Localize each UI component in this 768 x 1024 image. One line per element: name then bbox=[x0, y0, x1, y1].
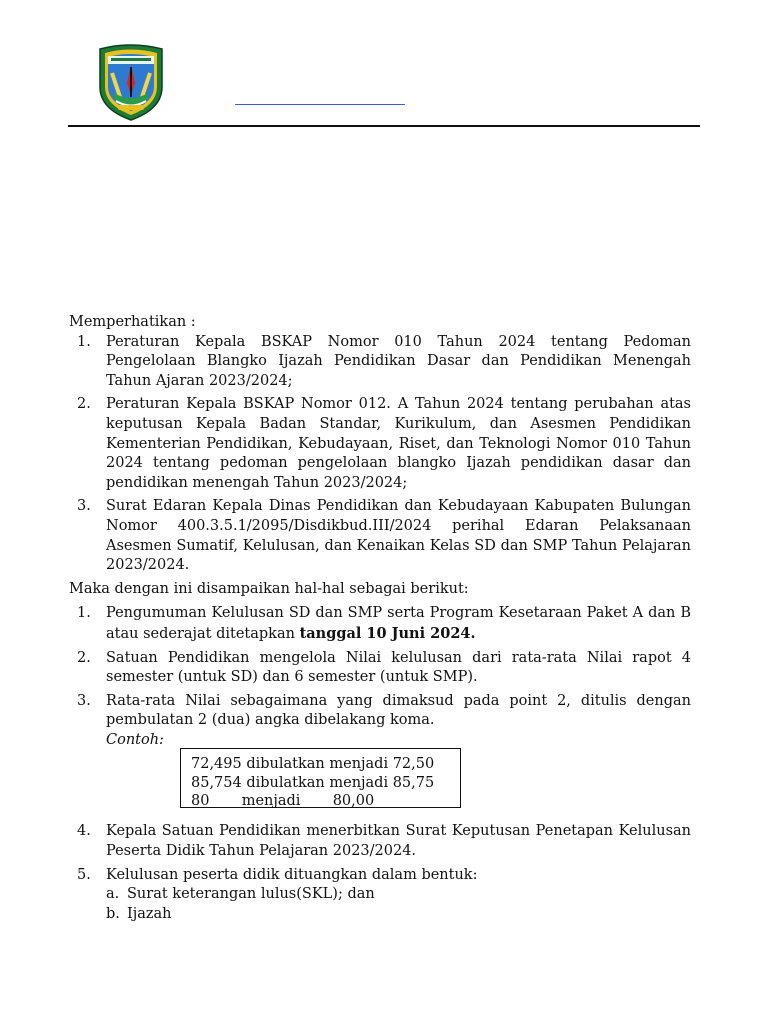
list-item bbox=[69, 649, 691, 688]
item-number: 1. bbox=[77, 605, 91, 622]
header-underline bbox=[235, 104, 405, 105]
list-item bbox=[69, 395, 691, 493]
example-row: 85,754 dibulatkan menjadi 85,75 bbox=[191, 774, 435, 791]
considering-list bbox=[69, 333, 691, 576]
item-text: Peraturan Kepala BSKAP Nomor 010 Tahun 2024 tentang Pedoman Pengelolaan Blangko Ijazah Pendidikan Dasar dan Pendidikan Menengah Tahun Ajaran 2023/2024; bbox=[106, 333, 691, 389]
example-label: Contoh: bbox=[106, 731, 164, 748]
item-text: Rata-rata Nilai sebagaimana yang dimaksud pada point 2, ditulis dengan pembulatan 2 (dua) angka dibelakang koma. bbox=[106, 692, 691, 729]
list-item bbox=[69, 822, 691, 861]
sub-list-item bbox=[106, 905, 691, 925]
list-item bbox=[69, 692, 691, 751]
list-item bbox=[69, 866, 691, 925]
regency-logo bbox=[96, 43, 166, 121]
item-number: 5. bbox=[77, 866, 91, 883]
example-row: 80 menjadi 80,00 bbox=[191, 793, 375, 809]
sub-item-text: Surat keterangan lulus(SKL); dan bbox=[127, 886, 375, 903]
item-text: Satuan Pendidikan mengelola Nilai kelulusan dari rata-rata Nilai rapot 4 semester (untuk SD) dan 6 semester (untuk SMP). bbox=[106, 649, 691, 686]
announcement-label: Maka dengan ini disampaikan hal-hal sebagai berikut: bbox=[69, 580, 469, 597]
item-number: 2. bbox=[77, 396, 91, 413]
item-text: Kepala Satuan Pendidikan menerbitkan Surat Keputusan Penetapan Kelulusan Peserta Didik Tahun Pelajaran 2023/2024. bbox=[106, 823, 691, 860]
sub-item-text: Ijazah bbox=[127, 905, 172, 922]
sub-list-item bbox=[106, 885, 691, 905]
example-row: 72,495 dibulatkan menjadi 72,50 bbox=[191, 756, 435, 772]
list-item bbox=[69, 333, 691, 392]
sub-item-letter: a. bbox=[106, 886, 120, 903]
item-number: 1. bbox=[77, 333, 91, 350]
item-number: 4. bbox=[77, 823, 91, 840]
item-number: 3. bbox=[77, 692, 91, 709]
item-number: 2. bbox=[77, 649, 91, 666]
item-text: Kelulusan peserta didik dituangkan dalam bentuk: bbox=[106, 866, 478, 883]
item-number: 3. bbox=[77, 498, 91, 515]
sub-list bbox=[106, 885, 691, 924]
sub-item-letter: b. bbox=[106, 905, 120, 922]
announcement-date: tanggal 10 Juni 2024. bbox=[299, 624, 476, 642]
letterhead-rule bbox=[68, 125, 700, 127]
considering-label: Memperhatikan : bbox=[69, 314, 196, 330]
rounding-example-box bbox=[180, 748, 461, 808]
list-item bbox=[69, 604, 691, 644]
item-text: Pengumuman Kelulusan SD dan SMP serta Program Kesetaraan Paket A dan B atau sederajat ditetapkan bbox=[106, 605, 691, 642]
item-text: Surat Edaran Kepala Dinas Pendidikan dan Kebudayaan Kabupaten Bulungan Nomor 400.3.5.1/2095/Disdikbud.III/2024 perihal Edaran Pelaksanaan Asesmen Sumatif, Kelulusan, dan Kenaikan Kelas SD dan SMP Tahun Pelajaran 2023/2024. bbox=[106, 498, 691, 574]
item-text: Peraturan Kepala BSKAP Nomor 012. A Tahun 2024 tentang perubahan atas keputusan Kepala Badan Standar, Kurikulum, dan Asesmen Pendidikan Kementerian Pendidikan, Kebudayaan, Riset, dan Teknologi Nomor 010 Tahun 2024 tentang pedoman pengelolaan blangko Ijazah pendidikan dasar dan pendidikan menengah Tahun 2023/2024; bbox=[106, 396, 691, 491]
list-item bbox=[69, 497, 691, 575]
document-body bbox=[69, 313, 691, 928]
